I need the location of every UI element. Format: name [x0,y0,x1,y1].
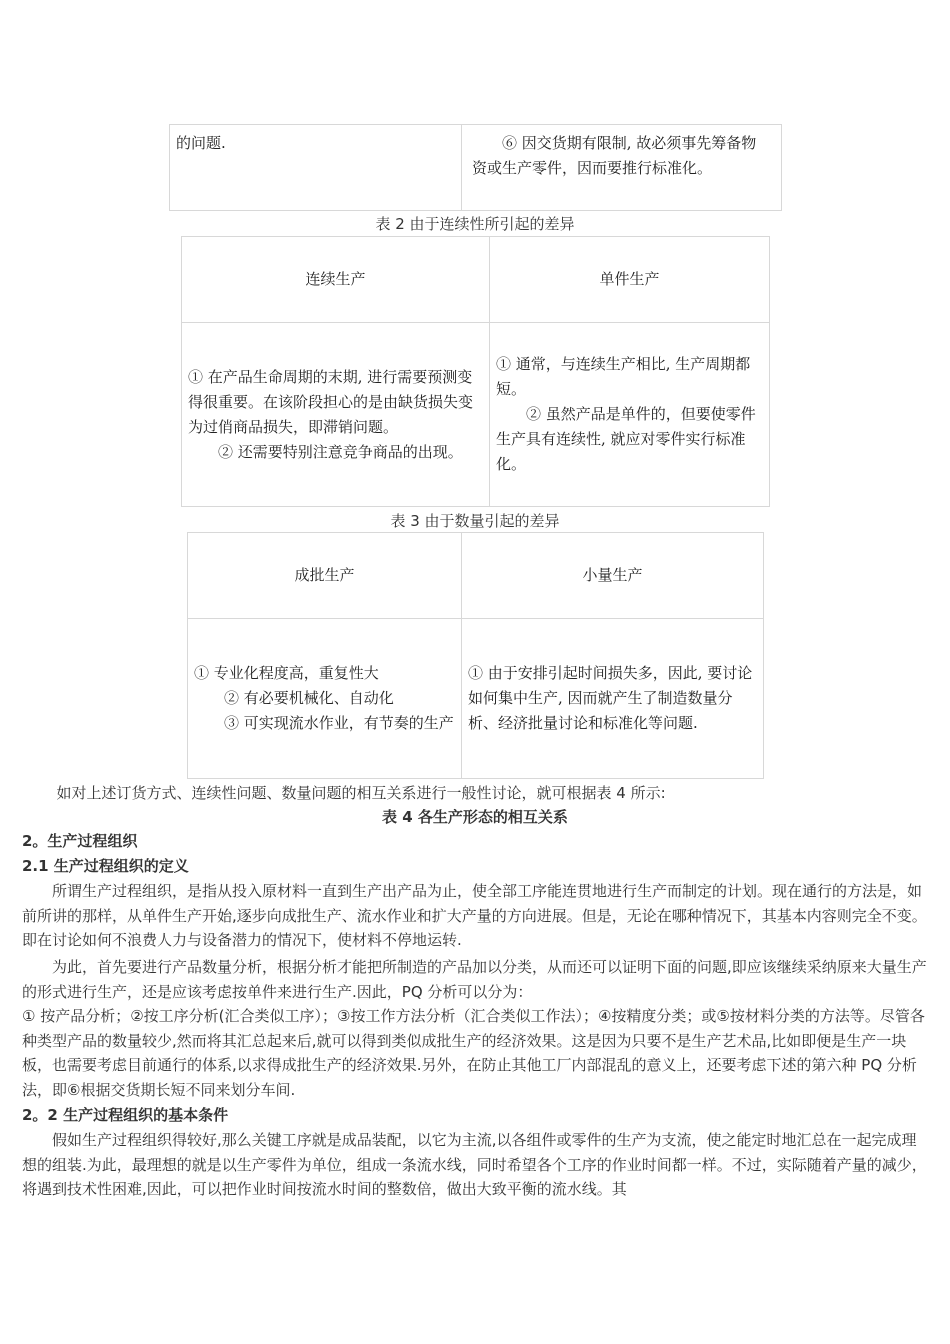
table2-col1-line-1: ① 在产品生命周期的末期, 进行需要预测变得很重要。在该阶段担心的是由缺货损失变为过俏商品损失，即滞销问题。 [188,367,474,436]
table1-tail [169,124,782,211]
table4-caption: 表 4 各生产形态的相互关系 [382,808,568,826]
table3-caption: 表 3 由于数量引起的差异 [390,512,560,530]
section-2-title: 2。生产过程组织 [22,832,138,850]
section-2-2-title: 2。2 生产过程组织的基本条件 [22,1106,229,1124]
table1-right-cell [462,125,782,211]
table2-caption: 表 2 由于连续性所引起的差异 [375,215,575,233]
section-2-1-paragraph-2: 为此，首先要进行产品数量分析，根据分析才能把所制造的产品加以分类，从而还可以证明下面的问题,即应该继续采纳原来大量生产的形式进行生产，还是应该考虑按单件来进行生产.因此，PQ 分析可以分为： [22,958,927,1001]
table3 [187,532,764,779]
section-2-1-title: 2.1 生产过程组织的定义 [22,857,189,875]
section-2-1-paragraph-1: 所谓生产过程组织，是指从投入原材料一直到生产出产品为止，使全部工序能连贯地进行生产而制定的计划。现在通行的方法是，如前所讲的那样，从单件生产开始,逐步向成批生产、流水作业和扩大产量的方向进展。但是，无论在哪种情况下，其基本内容则完全不变。即在讨论如何不浪费人力与设备潜力的情况下，使材料不停地运转. [22,882,927,949]
table2-col2-line-2: ② 虽然产品是单件的，但要使零件生产具有连续性, 就应对零件实行标准化。 [496,405,756,473]
table1-left-cell [170,125,462,211]
table2-col2-header: 单件生产 [490,237,770,323]
table3-col1-line-1: ① 专业化程度高，重复性大 [194,664,379,682]
section-2-2-paragraph-1: 假如生产过程组织得较好,那么关键工序就是成品装配，以它为主流,以各组件或零件的生产为支流，使之能定时地汇总在一起完成理想的组装.为此，最理想的就是以生产零件为单位，组成一条流水线，同时希望各个工序的作业时间都一样。不过，实际随着产量的减少，将遇到技术性困难,因此，可以把作业时间按流水时间的整数倍，做出大致平衡的流水线。其 [22,1131,927,1198]
table3-col1-body [188,619,462,779]
table2-col1-body [182,323,490,507]
table2 [181,236,770,507]
table3-col1-line-2: ② 有必要机械化、自动化 [224,689,394,707]
table2-col2-line-1: ① 通常，与连续生产相比, 生产周期都短。 [496,355,751,398]
table3-col1-line-3: ③ 可实现流水作业，有节奏的生产 [224,714,454,732]
table2-col1-header: 连续生产 [182,237,490,323]
intro-paragraph: 如对上述订货方式、连续性问题、数量问题的相互关系进行一般性讨论，就可根据表 4 所示: [56,784,666,802]
table3-col2-header: 小量生产 [462,533,764,619]
table1-left-text: 的问题. [176,134,226,152]
table2-col1-line-2: ② 还需要特别注意竞争商品的出现。 [218,442,463,461]
table1-right-text: ⑥ 因交货期有限制, 故必须事先筹备物资或生产零件，因而要推行标准化。 [472,134,757,177]
section-2-1-paragraph-3: ① 按产品分析；②按工序分析(汇合类似工序）；③按工作方法分析（汇合类似工作法）；④按精度分类；或⑤按材料分类的方法等。尽管各种类型产品的数量较少,然而将其汇总起来后,就可以得到类似成批生产的经济效果。这是因为只要不是生产艺术品,比如即便是生产一块板，也需要考虑目前通行的体系,以求得成批生产的经济效果.另外，在防止其他工厂内部混乱的意义上，还要考虑下述的第六种 PQ 分析法，即⑥根据交货期长短不同来划分车间. [22,1007,925,1099]
table3-col1-header: 成批生产 [188,533,462,619]
table3-col2-line-1: ① 由于安排引起时间损失多，因此, 要讨论如何集中生产, 因而就产生了制造数量分析、经济批量讨论和标准化等问题. [468,664,753,732]
table2-col2-body [490,323,770,507]
table3-col2-body [462,619,764,779]
